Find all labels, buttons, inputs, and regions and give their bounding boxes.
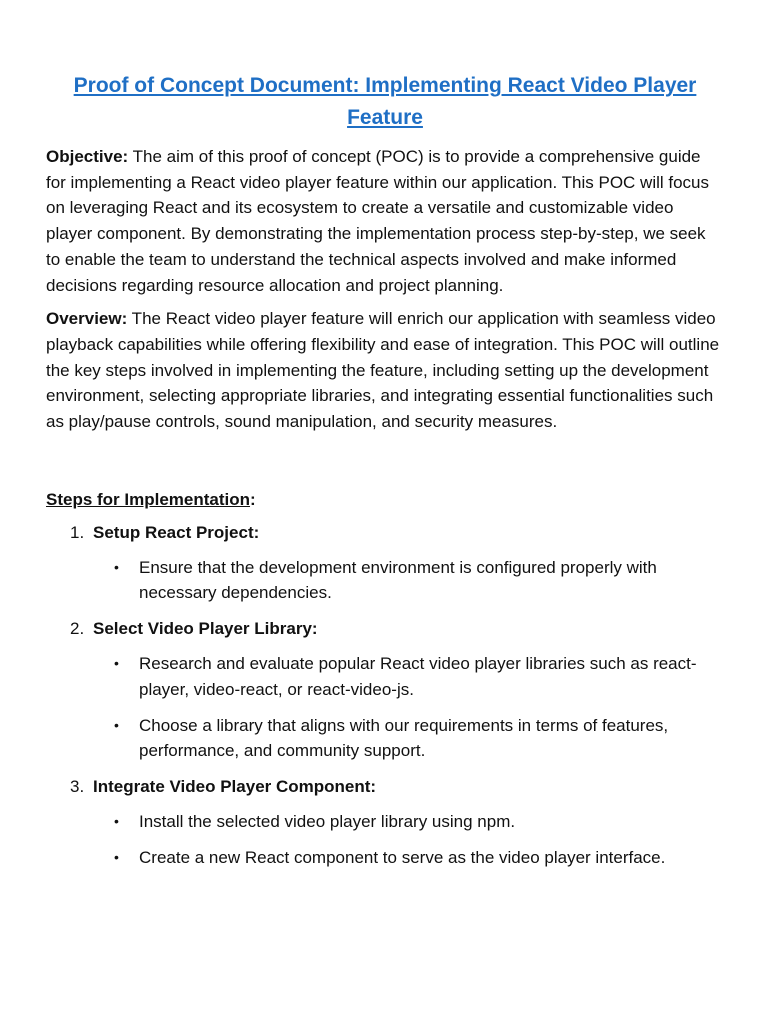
step-number: 1. (70, 522, 85, 542)
steps-list (46, 520, 724, 871)
steps-heading (46, 487, 724, 512)
step-header (46, 774, 724, 799)
overview-label: Overview: (46, 309, 128, 329)
objective-text: The aim of this proof of concept (POC) is to provide a comprehensive guide for implementing a React video player feature within our application. This POC will focus on leveraging React and its ecosystem to create a versatile and customizable video player component. By demonstrating the implementation process step-by-step, we seek to enable the team to understand the technical aspects involved and make informed decisions regarding resource allocation and project planning. (46, 147, 709, 295)
bullet-text: Research and evaluate popular React video player libraries such as react-player, video-react, or react-video-js. (139, 654, 697, 699)
bullet-dot-icon: • (114, 812, 119, 829)
step-number: 2. (70, 619, 85, 639)
steps-heading-text: Steps for Implementation (46, 489, 251, 509)
overview-text: The React video player feature will enrich our application with seamless video playback capabilities while offering flexibility and ease of integration. This POC will outline the key steps involved in implementing the feature, including setting up the development environment, selecting appropriate libraries, and integrating essential functionalities such as play/pause controls, sound manipulation, and security measures. (46, 309, 720, 432)
bullet-dot-icon: • (114, 655, 119, 672)
objective-paragraph (46, 144, 724, 298)
document-title: Proof of Concept Document: Implementing React Video Player Feature (73, 74, 697, 129)
bullet-dot-icon: • (114, 716, 119, 733)
bullet-item (46, 651, 724, 702)
overview-paragraph (46, 306, 724, 435)
steps-heading-suffix: : (250, 489, 256, 509)
bullet-text: Ensure that the development environment is configured properly with necessary dependencies. (139, 557, 657, 603)
step-item (46, 520, 724, 606)
bullet-item (46, 555, 724, 606)
step-title: Integrate Video Player Component: (93, 776, 377, 796)
bullet-dot-icon: • (114, 558, 119, 575)
bullet-item (46, 713, 724, 764)
step-header (46, 616, 724, 641)
step-title: Setup React Project: (93, 522, 260, 542)
bullet-dot-icon: • (114, 848, 119, 865)
bullet-item (46, 845, 724, 871)
bullet-text: Create a new React component to serve as the video player interface. (139, 847, 666, 867)
step-bullets (46, 651, 724, 764)
step-bullets (46, 809, 724, 870)
objective-label: Objective: (46, 147, 129, 166)
step-item (46, 774, 724, 870)
step-number: 3. (70, 776, 85, 796)
step-header (46, 520, 724, 545)
bullet-item (46, 809, 724, 835)
step-title: Select Video Player Library: (93, 619, 318, 639)
bullet-text: Install the selected video player library using npm. (139, 811, 516, 831)
step-bullets (46, 555, 724, 606)
step-item (46, 616, 724, 764)
bullet-text: Choose a library that aligns with our requirements in terms of features, performance, and community support. (139, 715, 669, 761)
